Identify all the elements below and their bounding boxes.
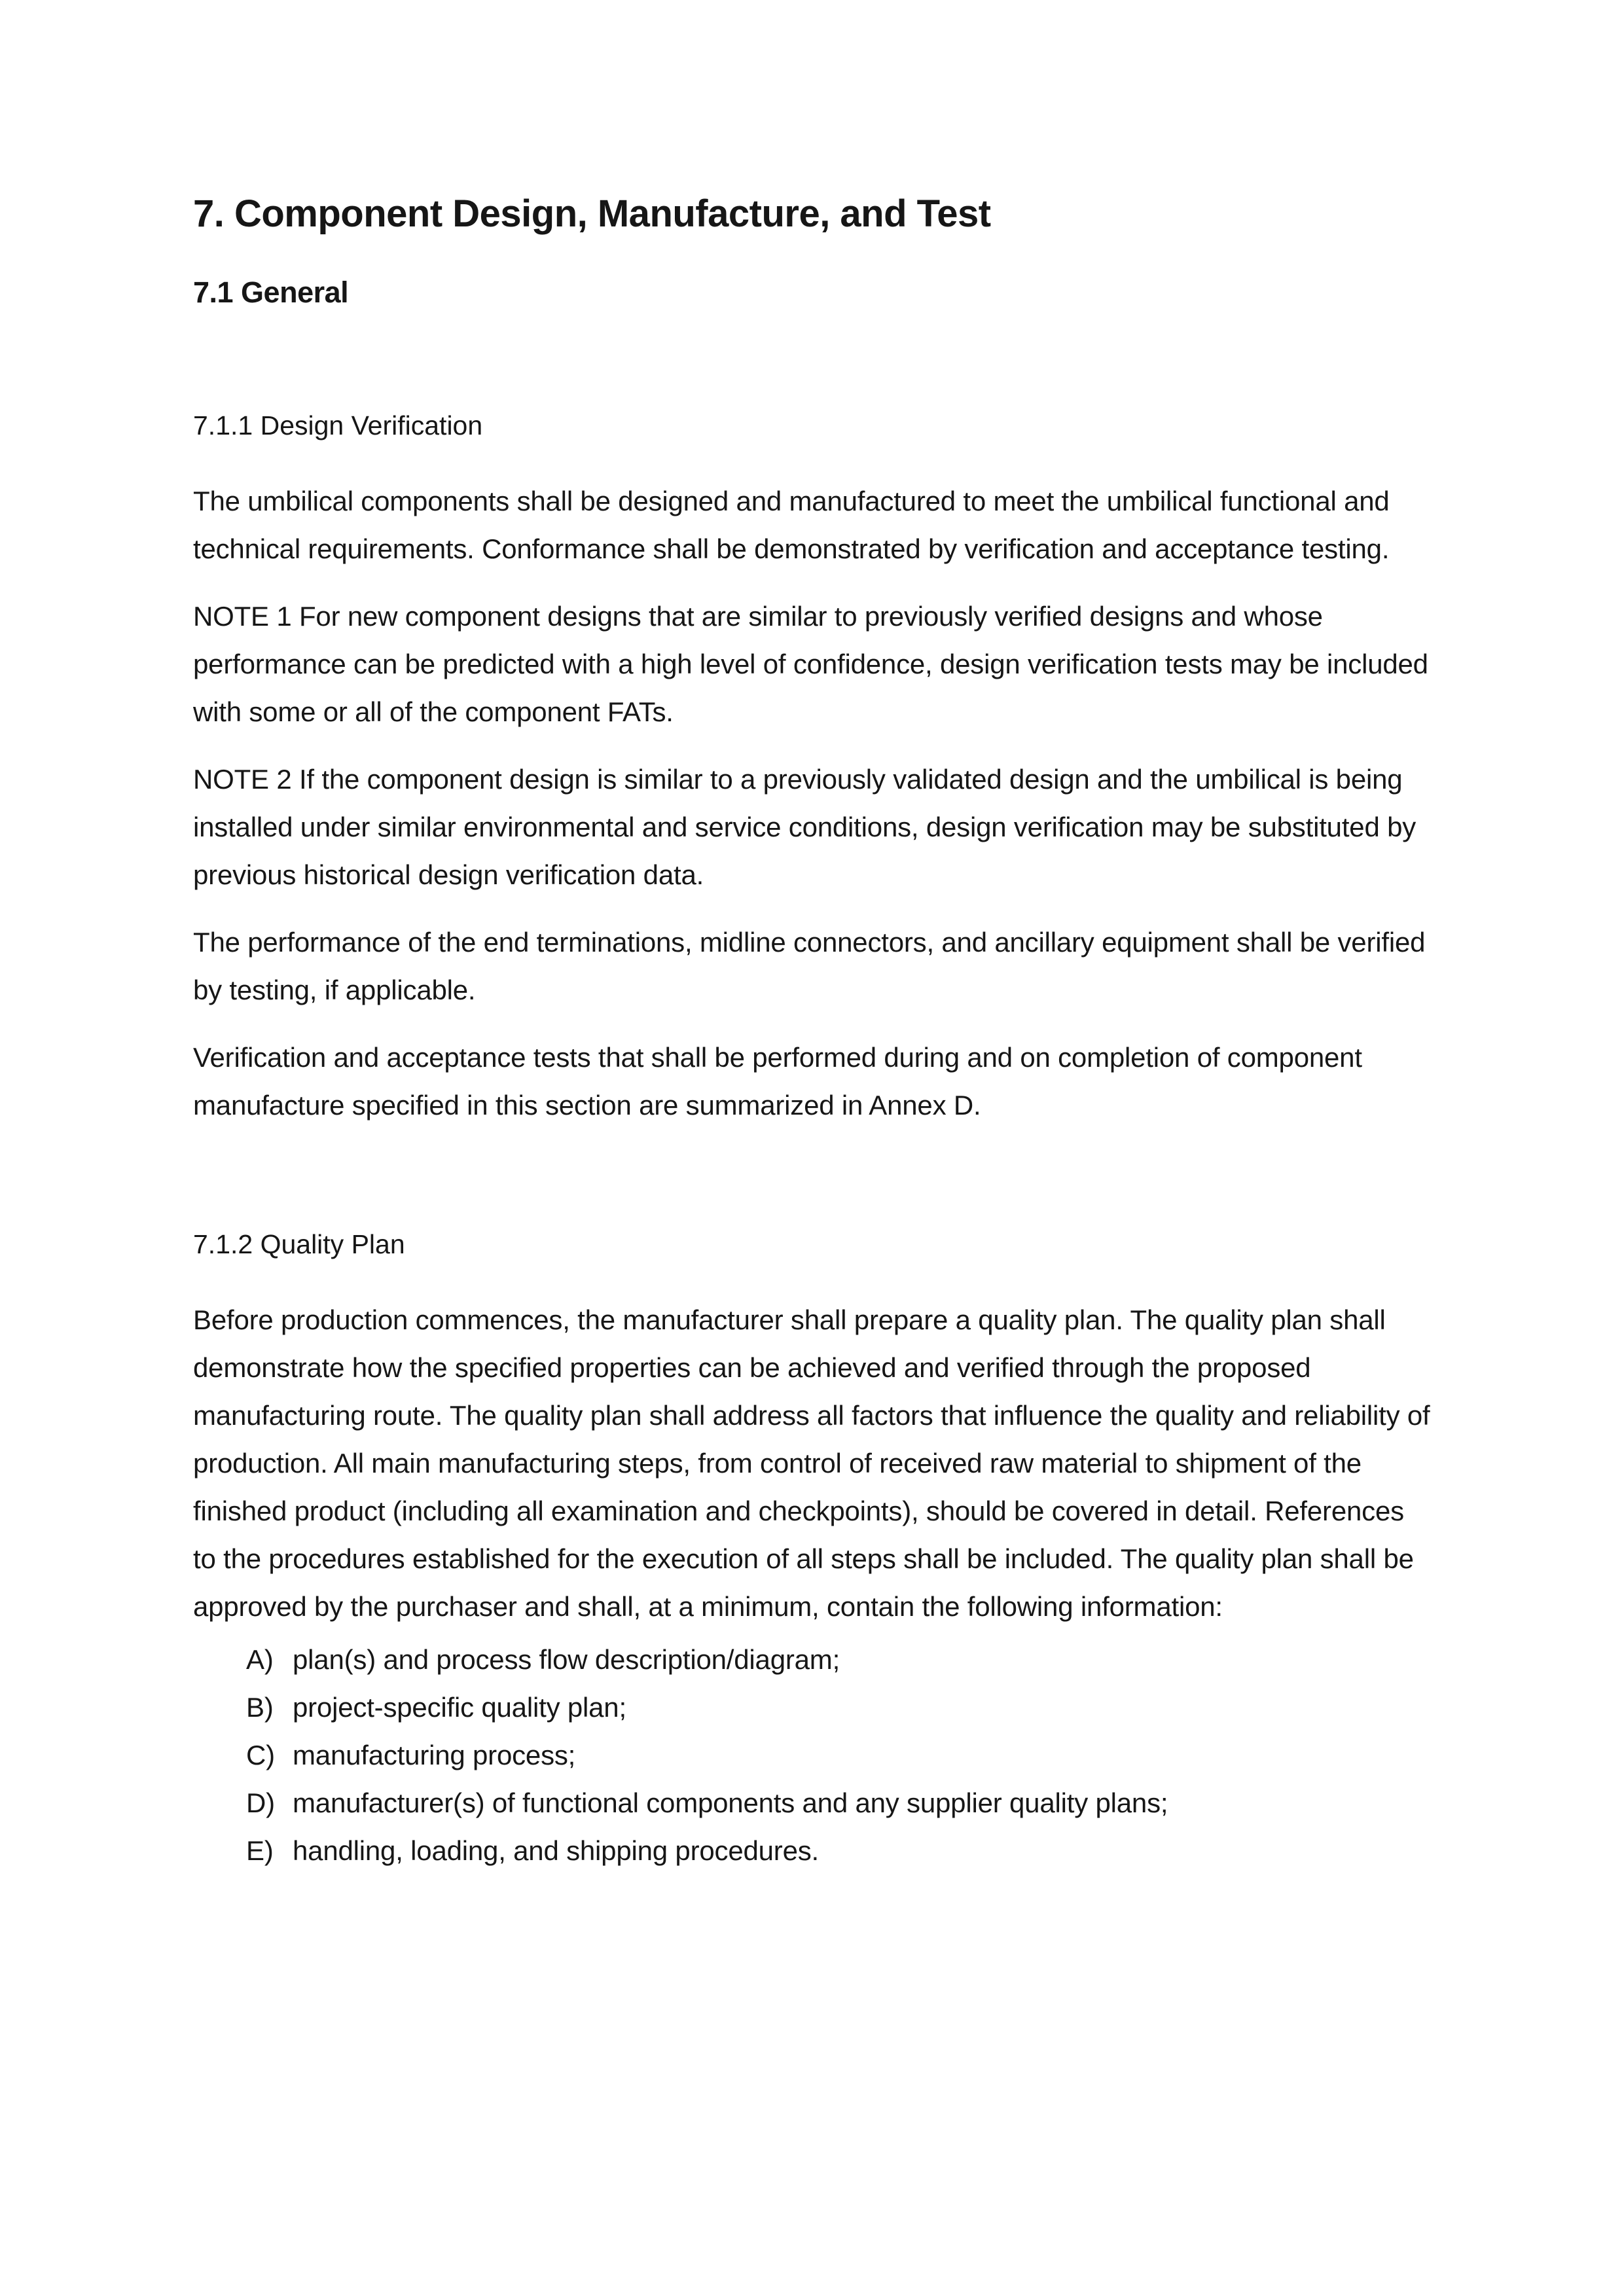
list-marker-e: E) bbox=[246, 1835, 274, 1867]
quality-plan-list bbox=[193, 1636, 1431, 1874]
list-marker-b: B) bbox=[246, 1692, 274, 1723]
paragraph-verification-acceptance-tests: Verification and acceptance tests that shall be performed during and on completion of component manufacture specified in this section are summarized in Annex D. bbox=[193, 1041, 1362, 1121]
list-marker-d: D) bbox=[246, 1787, 275, 1819]
list-text-c: manufacturing process; bbox=[293, 1740, 576, 1771]
list-text-e: handling, loading, and shipping procedures. bbox=[293, 1835, 820, 1867]
paragraph-note-1: NOTE 1 For new component designs that are similar to previously verified designs and whose performance can be predicted with a high level of confidence, design verification tests may be included with some or all of the component FATs. bbox=[193, 600, 1428, 727]
list-item-c bbox=[246, 1731, 1431, 1779]
list-marker-a: A) bbox=[246, 1644, 274, 1676]
section-heading-7-1-2: 7.1.2 Quality Plan bbox=[193, 1229, 405, 1259]
list-text-b: project-specific quality plan; bbox=[293, 1692, 626, 1723]
section-heading-7-1-1: 7.1.1 Design Verification bbox=[193, 410, 483, 440]
list-item-e bbox=[246, 1827, 1431, 1874]
list-item-a bbox=[246, 1636, 1431, 1683]
paragraph-design-verification-1: The umbilical components shall be designed and manufactured to meet the umbilical functional and technical requirements. Conformance shall be demonstrated by verification and acceptance testing. bbox=[193, 485, 1390, 564]
section-heading-7: 7. Component Design, Manufacture, and Test bbox=[193, 192, 991, 235]
list-item-b bbox=[246, 1683, 1431, 1731]
list-item-d bbox=[246, 1779, 1431, 1827]
list-text-d: manufacturer(s) of functional components and any supplier quality plans; bbox=[293, 1787, 1168, 1819]
list-marker-c: C) bbox=[246, 1740, 275, 1771]
paragraph-quality-plan-intro: Before production commences, the manufacturer shall prepare a quality plan. The quality plan shall demonstrate how the specified properties can be achieved and verified through the proposed manufacturing route. The quality plan shall address all factors that influence the quality and reliability of production. All main manufacturing steps, from control of received raw material to shipment of the finished product (including all examination and checkpoints), should be covered in detail. References to the procedures established for the execution of all steps shall be included. The quality plan shall be approved by the purchaser and shall, at a minimum, contain the following information: bbox=[193, 1304, 1430, 1623]
list-text-a: plan(s) and process flow description/diagram; bbox=[293, 1644, 840, 1676]
paragraph-end-terminations: The performance of the end terminations, midline connectors, and ancillary equipment shall be verified by testing, if applicable. bbox=[193, 926, 1426, 1005]
paragraph-note-2: NOTE 2 If the component design is similar to a previously validated design and the umbilical is being installed under similar environmental and service conditions, design verification may be substituted by previous historical design verification data. bbox=[193, 763, 1416, 890]
section-heading-7-1: 7.1 General bbox=[193, 275, 349, 309]
